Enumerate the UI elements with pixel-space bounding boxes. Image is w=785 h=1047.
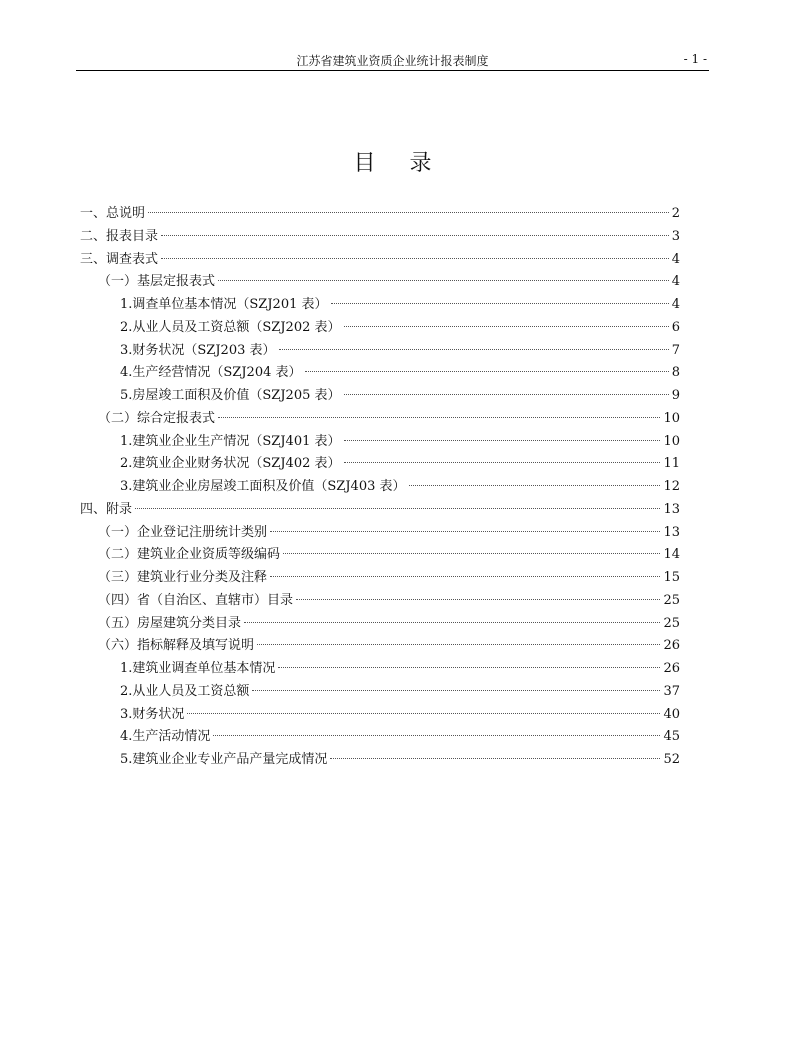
toc-dot-leader [270, 531, 660, 532]
toc-entry-label: 3.财务状况（SZJ203 表） [120, 342, 276, 358]
toc-entry-label: （二）综合定报表式 [98, 410, 216, 426]
toc-entry[interactable] [80, 385, 680, 408]
toc-entry-label: 1.建筑业企业生产情况（SZJ401 表） [120, 433, 341, 449]
toc-entry-page: 6 [671, 319, 680, 335]
toc-entry-page: 2 [671, 206, 680, 221]
toc-entry-label: 四、附录 [80, 501, 133, 517]
toc-entry[interactable] [80, 567, 680, 590]
toc-entry-page: 4 [671, 274, 680, 290]
toc-entry-page: 10 [663, 433, 680, 449]
toc-entry-page: 11 [663, 456, 680, 472]
toc-entry-page: 13 [663, 501, 680, 517]
header-page-number: - 1 - [683, 52, 707, 66]
toc-dot-leader [409, 485, 661, 486]
toc-entry-page: 40 [663, 706, 680, 722]
toc-entry[interactable] [80, 317, 680, 340]
toc-dot-leader [344, 394, 669, 395]
toc-entry-label: （五）房屋建筑分类目录 [98, 615, 242, 631]
toc-entry-label: 5.建筑业企业专业产品产量完成情况 [120, 752, 328, 767]
toc-dot-leader [344, 462, 661, 463]
toc-entry[interactable] [80, 271, 680, 294]
toc-dot-leader [213, 735, 660, 736]
toc-entry-label: 2.建筑业企业财务状况（SZJ402 表） [120, 456, 341, 472]
toc-entry[interactable] [80, 590, 680, 613]
toc-entry-label: （三）建筑业行业分类及注释 [98, 570, 268, 585]
toc-entry-label: 三、调查表式 [80, 251, 159, 267]
toc-entry[interactable] [80, 476, 680, 499]
toc-dot-leader [148, 212, 669, 213]
toc-dot-leader [218, 417, 660, 418]
toc-entry-label: 2.从业人员及工资总额（SZJ202 表） [120, 319, 341, 335]
page-header [76, 50, 709, 71]
toc-dot-leader [344, 326, 669, 327]
toc-dot-leader [305, 371, 669, 372]
toc-entry-page: 4 [671, 251, 680, 267]
toc-dot-leader [278, 667, 660, 668]
toc-entry-label: 2.从业人员及工资总额 [120, 683, 250, 699]
toc-dot-leader [218, 280, 669, 281]
toc-dot-leader [187, 713, 660, 714]
toc-entry-label: 5.房屋竣工面积及价值（SZJ205 表） [120, 388, 341, 403]
toc-entry-label: 4.生产经营情况（SZJ204 表） [120, 365, 302, 381]
toc-dot-leader [330, 758, 660, 759]
toc-entry-label: 3.财务状况 [120, 706, 185, 722]
toc-entry-page: 8 [671, 365, 680, 381]
toc-dot-leader [257, 644, 660, 645]
toc-entry-label: 1.调查单位基本情况（SZJ201 表） [120, 297, 328, 312]
toc-entry[interactable] [80, 522, 680, 545]
toc-entry[interactable] [80, 408, 680, 431]
toc-dot-leader [344, 440, 661, 441]
toc-dot-leader [244, 622, 660, 623]
toc-dot-leader [270, 576, 660, 577]
toc-dot-leader [135, 508, 660, 509]
toc-entry-page: 9 [671, 388, 680, 403]
toc-entry[interactable] [80, 658, 680, 681]
toc-entry[interactable] [80, 704, 680, 727]
toc-dot-leader [283, 553, 660, 554]
toc-entry-page: 4 [671, 297, 680, 312]
toc-entry-label: 二、报表目录 [80, 228, 159, 244]
toc-dot-leader [161, 258, 669, 259]
toc-entry-label: （四）省（自治区、直辖市）目录 [98, 592, 294, 608]
toc-entry[interactable] [80, 635, 680, 658]
toc-entry-label: （六）指标解释及填写说明 [98, 638, 255, 654]
header-title: 江苏省建筑业资质企业统计报表制度 [296, 54, 489, 68]
toc-entry[interactable] [80, 681, 680, 704]
toc-dot-leader [279, 349, 669, 350]
toc-entry-label: （二）建筑业企业资质等级编码 [98, 547, 281, 563]
toc-entry-page: 25 [663, 592, 680, 608]
toc-entry-label: 4.生产活动情况 [120, 729, 211, 745]
toc-entry-page: 45 [663, 729, 680, 745]
toc-dot-leader [296, 599, 660, 600]
toc-dot-leader [331, 303, 669, 304]
toc-entry[interactable] [80, 726, 680, 749]
toc-entry[interactable] [80, 749, 680, 772]
toc-entry-page: 10 [663, 410, 680, 426]
toc-entry[interactable] [80, 249, 680, 272]
toc-entry-page: 7 [671, 342, 680, 358]
toc-dot-leader [252, 690, 660, 691]
toc-entry-label: 1.建筑业调查单位基本情况 [120, 661, 276, 676]
toc-entry[interactable] [80, 203, 680, 226]
toc-entry[interactable] [80, 226, 680, 249]
toc-entry-page: 15 [663, 570, 680, 585]
toc-entry-label: （一）企业登记注册统计类别 [98, 524, 268, 540]
toc-entry-page: 37 [663, 683, 680, 699]
toc-entry[interactable] [80, 294, 680, 317]
table-of-contents [80, 203, 680, 772]
toc-entry[interactable] [80, 499, 680, 522]
toc-entry[interactable] [80, 544, 680, 567]
toc-dot-leader [161, 235, 669, 236]
toc-entry-label: （一）基层定报表式 [98, 274, 216, 290]
toc-entry-page: 14 [663, 547, 680, 563]
toc-entry[interactable] [80, 613, 680, 636]
toc-entry-page: 13 [663, 524, 680, 540]
page-title: 目录 [353, 151, 466, 176]
toc-entry[interactable] [80, 453, 680, 476]
toc-entry-label: 3.建筑业企业房屋竣工面积及价值（SZJ403 表） [120, 479, 406, 494]
toc-entry[interactable] [80, 362, 680, 385]
toc-entry[interactable] [80, 431, 680, 454]
toc-entry-label: 一、总说明 [80, 206, 146, 221]
toc-entry-page: 26 [663, 638, 680, 654]
toc-entry[interactable] [80, 340, 680, 363]
toc-entry-page: 12 [663, 479, 680, 494]
toc-entry-page: 25 [663, 615, 680, 631]
toc-entry-page: 26 [663, 661, 680, 676]
toc-entry-page: 52 [663, 752, 680, 767]
toc-entry-page: 3 [671, 228, 680, 244]
